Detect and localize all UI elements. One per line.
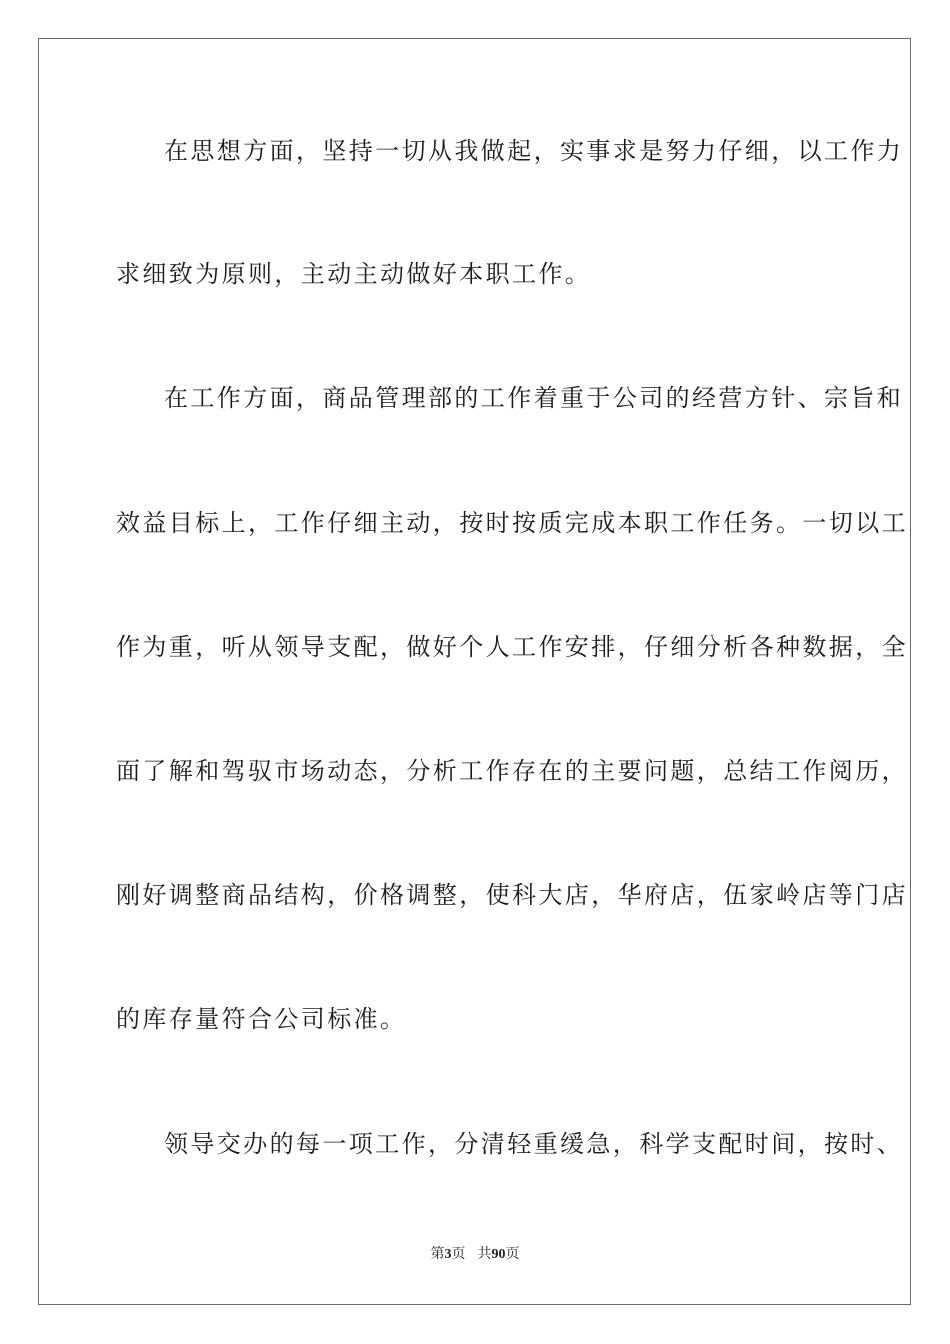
paragraph-line-3: 在工作方面，商品管理部的工作着重于公司的经营方针、宗旨和 bbox=[164, 384, 904, 412]
footer-total-suffix: 页 bbox=[505, 1247, 520, 1262]
footer-page-suffix: 页 bbox=[451, 1247, 466, 1262]
paragraph-line-2: 求细致为原则，主动主动做好本职工作。 bbox=[116, 260, 592, 288]
paragraph-line-7: 刚好调整商品结构，价格调整，使科大店，华府店，伍家岭店等门店 bbox=[116, 881, 908, 909]
paragraph-line-6: 面了解和驾驭市场动态，分析工作存在的主要问题，总结工作阅历， bbox=[116, 757, 908, 785]
page-footer bbox=[0, 1246, 950, 1264]
footer-total-pages: 90 bbox=[491, 1247, 506, 1262]
paragraph-line-5: 作为重，听从领导支配，做好个人工作安排，仔细分析各种数据，全 bbox=[116, 633, 908, 661]
paragraph-line-8: 的库存量符合公司标准。 bbox=[116, 1005, 407, 1033]
footer-total-prefix: 共 bbox=[477, 1247, 492, 1262]
footer-page-prefix: 第 bbox=[430, 1247, 445, 1262]
footer-page-number: 3 bbox=[444, 1247, 452, 1262]
paragraph-line-1: 在思想方面，坚持一切从我做起，实事求是努力仔细，以工作力 bbox=[164, 137, 904, 165]
paragraph-line-4: 效益目标上，工作仔细主动，按时按质完成本职工作任务。一切以工 bbox=[116, 509, 908, 537]
page-border bbox=[38, 38, 911, 1305]
paragraph-line-9: 领导交办的每一项工作，分清轻重缓急，科学支配时间，按时、 bbox=[164, 1130, 904, 1158]
